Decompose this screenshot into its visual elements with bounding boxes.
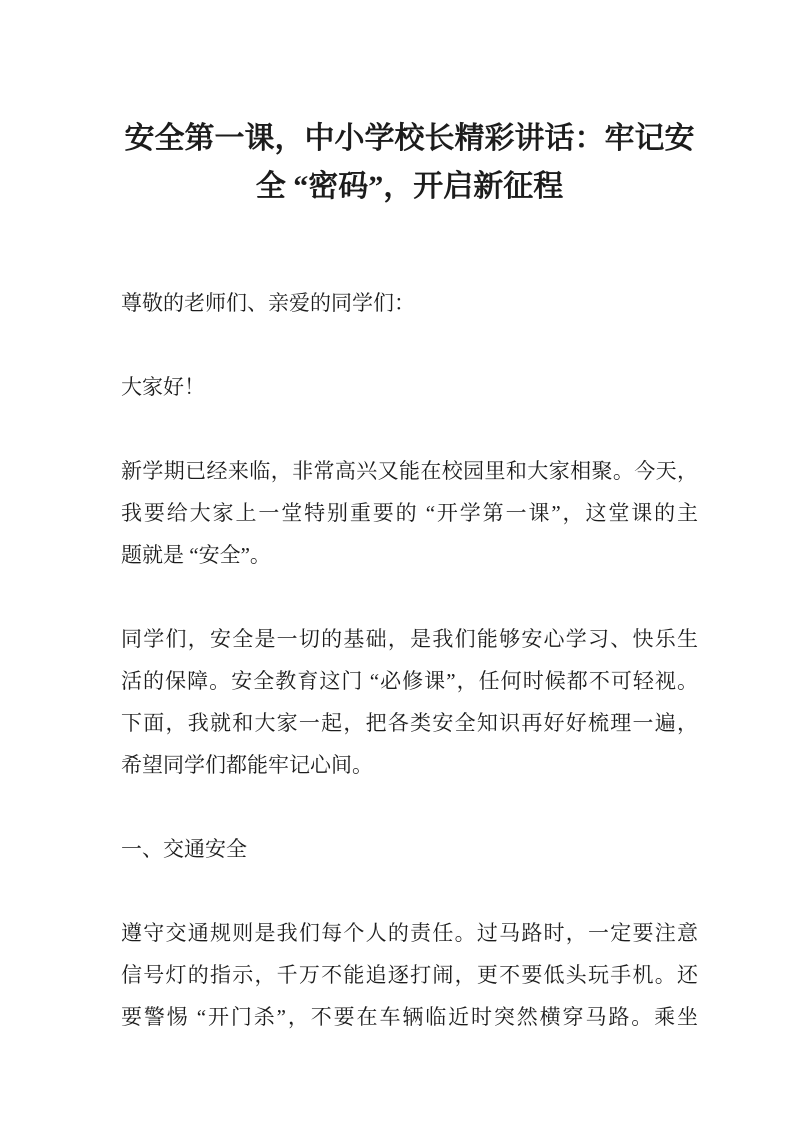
- paragraph-traffic-rules: [121, 912, 698, 1038]
- text-line: 一、交通安全: [121, 837, 247, 861]
- paragraph-opening: [121, 450, 698, 576]
- text-line: 我要给大家上一堂特别重要的 “开学第一课”，这堂课的主: [121, 501, 698, 525]
- text-line: 信号灯的指示，千万不能追逐打闹，更不要低头玩手机。还: [121, 963, 698, 987]
- text-line: 要警惕 “开门杀”，不要在车辆临近时突然横穿马路。乘坐: [121, 1005, 698, 1029]
- text-line: 尊敬的老师们、亲爱的同学们：: [121, 291, 415, 315]
- title-line: 安全第一课，中小学校长精彩讲话：牢记安: [124, 122, 695, 155]
- text-line: 希望同学们都能牢记心间。: [121, 753, 373, 777]
- text-line: 大家好！: [121, 375, 205, 399]
- document-title: [121, 115, 698, 211]
- title-line: 全 “密码”，开启新征程: [255, 170, 564, 203]
- paragraph-salutation: [121, 282, 698, 324]
- section-heading-traffic-safety: [121, 828, 698, 870]
- text-line: 同学们，安全是一切的基础，是我们能够安心学习、快乐生: [121, 627, 698, 651]
- text-line: 下面，我就和大家一起，把各类安全知识再好好梳理一遍，: [121, 711, 698, 735]
- text-line: 活的保障。安全教育这门 “必修课”，任何时候都不可轻视。: [121, 669, 698, 693]
- paragraph-safety-basis: [121, 618, 698, 786]
- text-line: 新学期已经来临，非常高兴又能在校园里和大家相聚。今天，: [121, 459, 698, 483]
- text-line: 题就是 “安全”。: [121, 543, 271, 567]
- paragraph-greeting: [121, 366, 698, 408]
- text-line: 遵守交通规则是我们每个人的责任。过马路时，一定要注意: [121, 921, 698, 945]
